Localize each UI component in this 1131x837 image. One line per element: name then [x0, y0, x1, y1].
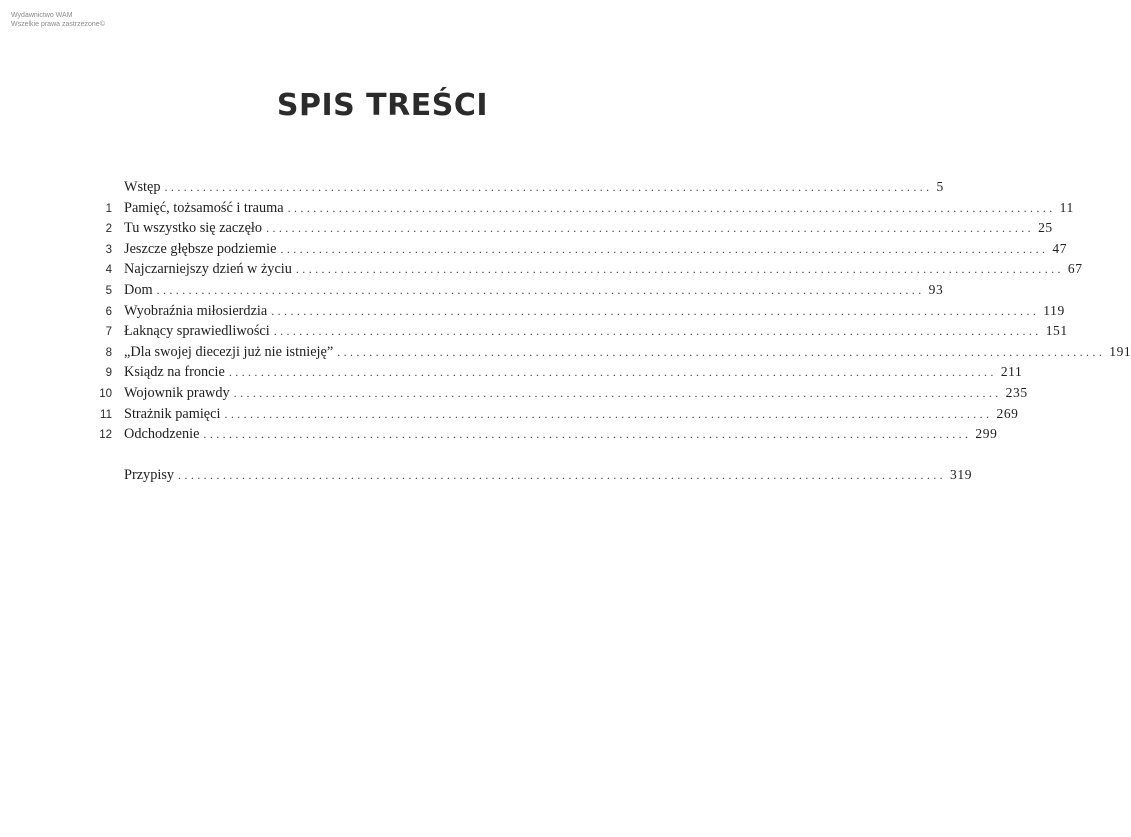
toc-entry	[92, 342, 1131, 363]
toc-number: 10	[99, 387, 112, 400]
dot-leader: ........................................................................................................................	[280, 241, 1049, 256]
toc-label: Przypisy	[124, 466, 175, 483]
toc-entry	[92, 383, 1028, 404]
toc-entry	[92, 259, 1083, 280]
toc-entry	[92, 198, 1074, 219]
dot-leader: ........................................................................................................................	[273, 324, 1042, 339]
toc-entry	[92, 218, 1053, 239]
dot-leader: ........................................................................................................................	[228, 365, 997, 380]
toc-page-number: 119	[1043, 302, 1065, 318]
toc-entry-footnotes	[92, 465, 973, 486]
dot-leader: ........................................................................................................................	[178, 467, 947, 482]
dot-leader: ........................................................................................................................	[271, 303, 1040, 318]
section-spacer	[92, 445, 488, 465]
toc-number: 4	[105, 264, 112, 277]
toc-number: 5	[105, 284, 112, 297]
toc-page-number: 67	[1067, 261, 1083, 277]
dot-leader: ........................................................................................................................	[337, 344, 1106, 359]
toc-number: 3	[105, 243, 112, 256]
toc-page-number: 151	[1045, 323, 1068, 339]
toc-page-number: 25	[1038, 220, 1053, 236]
toc-page-number: 11	[1059, 199, 1074, 215]
toc-entry	[92, 424, 998, 445]
dot-leader: ........................................................................................................................	[156, 282, 925, 297]
toc-entry	[92, 301, 1065, 322]
toc-label: Wojownik prawdy	[124, 384, 230, 401]
toc-label: Ksiądz na froncie	[124, 364, 225, 381]
table-of-contents	[92, 177, 1131, 485]
dot-leader: ........................................................................................................................	[164, 180, 933, 194]
toc-page-number: 93	[928, 281, 944, 297]
watermark	[11, 11, 105, 29]
toc-page-number: 211	[1000, 364, 1023, 380]
dot-leader: ........................................................................................................................	[266, 221, 1035, 236]
toc-entry	[92, 362, 1023, 383]
toc-entry	[92, 404, 1019, 425]
toc-entry-intro	[92, 177, 944, 198]
toc-page-number: 235	[1005, 384, 1028, 400]
watermark-publisher: Wydawnictwo WAM	[11, 12, 73, 19]
toc-label: Wyobraźnia miłosierdzia	[124, 302, 268, 319]
toc-page-number: 47	[1052, 240, 1068, 256]
watermark-copyright: Wszelkie prawa zastrzeżone©	[11, 21, 105, 28]
toc-page-number: 319	[950, 466, 973, 482]
toc-number: 12	[99, 429, 112, 442]
toc-label: Dom	[124, 281, 153, 298]
toc-label: Najczarniejszy dzień w życiu	[124, 261, 292, 278]
toc-page-number: 191	[1109, 343, 1131, 359]
toc-label: Jeszcze głębsze podziemie	[124, 240, 277, 257]
toc-label: Wstęp	[124, 179, 161, 195]
toc-number: 8	[105, 346, 112, 359]
toc-entry	[92, 321, 1068, 342]
toc-label: Pamięć, tożsamość i trauma	[124, 199, 284, 216]
toc-entry	[92, 239, 1068, 260]
toc-page-number: 299	[975, 426, 998, 442]
toc-label: Łaknący sprawiedliwości	[124, 323, 270, 340]
toc-number: 6	[105, 305, 112, 318]
dot-leader: ........................................................................................................................	[203, 427, 972, 442]
toc-number: 7	[105, 326, 112, 339]
toc-entry	[92, 280, 944, 301]
toc-label: Strażnik pamięci	[124, 405, 221, 422]
page-title: SPIS TREŚCI	[276, 88, 488, 123]
toc-number: 11	[100, 408, 112, 421]
toc-page-number: 5	[936, 179, 944, 194]
toc-number: 9	[105, 367, 112, 380]
dot-leader: ........................................................................................................................	[233, 385, 1002, 400]
toc-number: 2	[105, 223, 112, 236]
toc-page-number: 269	[996, 405, 1019, 421]
toc-number: 1	[105, 202, 112, 215]
dot-leader: ........................................................................................................................	[295, 262, 1064, 277]
toc-label: „Dla swojej diecezji już nie istnieję”	[124, 343, 334, 360]
dot-leader: ........................................................................................................................	[287, 200, 1056, 215]
toc-label: Tu wszystko się zaczęło	[124, 220, 263, 237]
toc-label: Odchodzenie	[124, 426, 200, 443]
dot-leader: ........................................................................................................................	[224, 406, 993, 421]
